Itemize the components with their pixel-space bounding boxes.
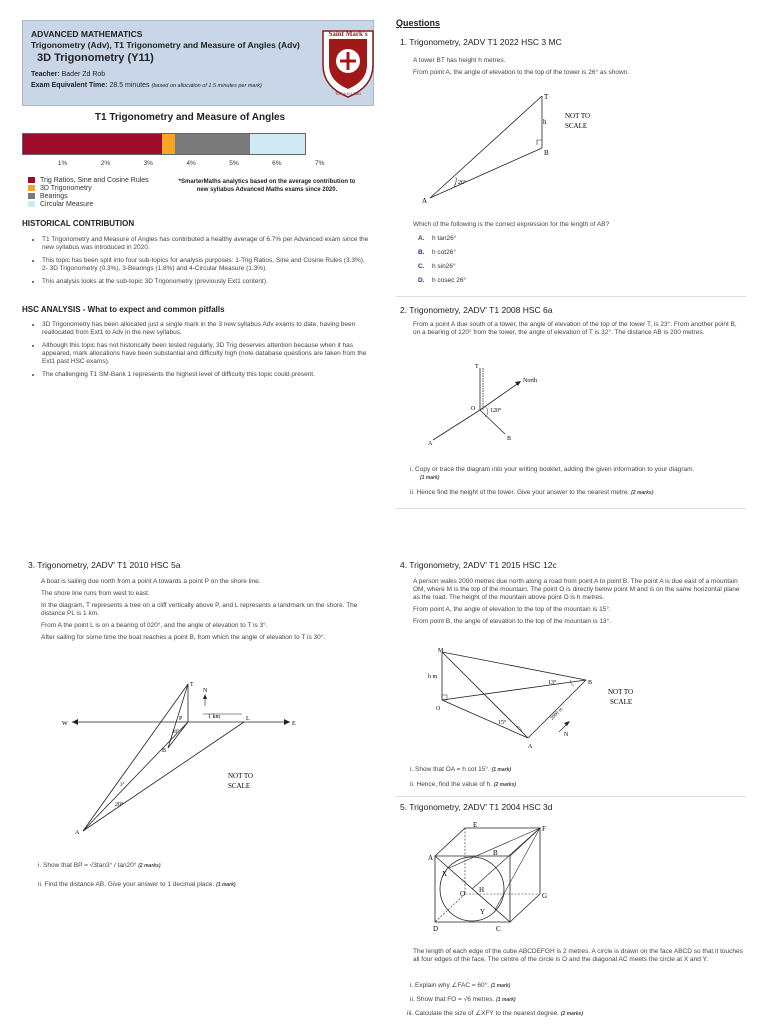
x-tick-label: 1% — [57, 160, 68, 167]
q4-label-h: h m — [428, 674, 438, 680]
q2-label-O: O — [471, 406, 476, 412]
x-tick-label: 5% — [229, 160, 239, 167]
chart-x-axis — [22, 160, 325, 170]
legend-label: 3D Trigonometry — [40, 184, 92, 192]
q4-label-B: B — [588, 680, 593, 686]
q1-question: Which of the following is the correct expression for the length of AB? — [413, 221, 610, 228]
q4-label-A: A — [528, 744, 533, 750]
legend-label: Trig Ratios, Sine and Cosine Rules — [40, 176, 149, 184]
q1-tower-diagram — [410, 88, 610, 206]
q5-label-D: D — [433, 925, 439, 933]
q3-label-km: 1 km — [208, 714, 221, 720]
legend-item — [28, 200, 149, 208]
divider — [396, 508, 746, 509]
q3-not-to: NOT TO — [228, 772, 254, 780]
q3-angle-30: 30° — [172, 730, 179, 735]
q2-text: From a point A due south of a tower, the angle of elevation of the top of the tower T, is 23°. From another point B, on a bearing of 120° from the tower, the angle of elevation of T is 32°. The distance AB is 200 metres. — [413, 321, 737, 336]
q1-scale: SCALE — [565, 122, 588, 130]
legend-label: Bearings — [40, 192, 68, 200]
page-title: 3D Trigonometry (Y11) — [37, 52, 154, 64]
analysis-item-1: • 3D Trigonometry has been allocated just a single mark in the 3 new syllabus Adv exams to date, having been reallocated from Ext1 to Adv in the new syllabus. — [42, 321, 370, 337]
q5-label-E: E — [473, 821, 478, 829]
teacher-label: Teacher: — [31, 71, 60, 78]
q4-not-to: NOT TO — [608, 688, 634, 696]
q5-label-Y: Y — [480, 908, 486, 916]
q3-label-E: E — [292, 721, 296, 727]
analysis-list — [30, 321, 370, 384]
q5-cube-diagram — [425, 818, 555, 934]
legend-item — [28, 176, 149, 184]
x-tick-label: 4% — [186, 160, 196, 167]
svg-text:Saint Mark's: Saint Mark's — [328, 30, 368, 38]
svg-text:Tu Vas le Christ: Tu Vas le Christ — [335, 91, 361, 96]
q3-label-L: L — [246, 716, 250, 722]
q2-label-T: T — [475, 364, 479, 370]
q1-label-T: T — [544, 93, 549, 101]
time-note: (based on allocation of 1.5 minutes per mark) — [151, 83, 262, 89]
q1-option-b[interactable]: B. h cot26° — [418, 249, 456, 256]
q3-title: 3. Trigonometry, 2ADV' T1 2010 HSC 5a — [28, 560, 181, 570]
legend-item — [28, 192, 149, 200]
q2-tower-diagram — [425, 360, 565, 450]
q4-label-O: O — [436, 706, 441, 712]
q2-label-A: A — [428, 441, 433, 447]
q5-label-A: A — [428, 854, 434, 862]
stacked-bar-chart — [22, 133, 306, 155]
divider — [396, 296, 746, 297]
bar-segment-2 — [162, 134, 175, 154]
divider — [396, 796, 746, 797]
q3-part-ii: ii. Find the distance AB. Give your answer to 1 decimal place. (1 mark) — [38, 881, 236, 888]
q3-angle-20: 20° — [115, 802, 124, 808]
legend-swatch — [28, 177, 35, 183]
analysis-item-2: • Although this topic has not historically been tested regularly, 3D Trig deserves attention because when it has appeared, mark allocations have been substantial and difficulty high (note database questions are taken from the Ext1 past HSC exams). — [42, 342, 370, 366]
q4-part-i: i. Show that OA = h cot 15°. (1 mark) — [410, 766, 512, 773]
time-line — [31, 82, 262, 89]
q1-not-to: NOT TO — [565, 112, 591, 120]
bar-segment-4 — [250, 134, 305, 154]
q5-label-O: O — [460, 890, 466, 898]
q1-line2: From point A, the angle of elevation to the top of the tower is 26° as shown. — [413, 69, 630, 76]
q5-label-X: X — [442, 870, 448, 878]
q3-label-W: W — [62, 721, 68, 727]
q2-part-ii: ii. Hence find the height of the tower. Give your answer to the nearest metre. (2 marks) — [410, 489, 654, 496]
q1-options — [418, 235, 466, 291]
q4-part-ii: ii. Hence, find the value of h. (2 marks) — [410, 781, 517, 788]
q1-label-B: B — [544, 149, 549, 157]
bar-segment-3 — [175, 134, 251, 154]
q3-label-N: N — [203, 688, 208, 694]
subject-label: ADVANCED MATHEMATICS — [31, 29, 143, 39]
q1-title: 1. Trigonometry, 2ADV T1 2022 HSC 3 MC — [400, 37, 562, 47]
historical-heading: HISTORICAL CONTRIBUTION — [22, 219, 135, 228]
q1-label-A: A — [422, 197, 428, 205]
q2-label-north: North — [523, 378, 537, 384]
q2-angle-label: 120° — [490, 408, 502, 414]
chart-title: T1 Trigonometry and Measure of Angles — [94, 112, 286, 123]
subtitle: Trigonometry (Adv), T1 Trigonometry and Measure of Angles (Adv) — [31, 40, 300, 50]
historical-list — [30, 236, 370, 291]
questions-heading: Questions — [396, 18, 441, 28]
q1-option-a[interactable]: A. h tan26° — [418, 235, 457, 242]
q1-label-h: h — [543, 118, 547, 126]
q5-part-i: i. Explain why ∠FAC = 60°. (1 mark) — [410, 982, 511, 989]
q2-part-i: i. Copy or trace the diagram into your writing booklet, adding the given information to your diagram. (1 mark) — [410, 466, 695, 481]
q4-angle-15: 15° — [498, 720, 507, 726]
q4-title: 4. Trigonometry, 2ADV' T1 2015 HSC 12c — [400, 560, 557, 570]
q4-scale: SCALE — [610, 698, 633, 706]
chart-legend — [28, 176, 149, 208]
q5-text: The length of each edge of the cube ABCDEFGH is 2 metres. A circle is drawn on the face ABCD so that it touches all four edges of the face. The centre of the circle is O and the diagonal AC meets the circle at X and Y. — [413, 948, 743, 963]
header-panel — [22, 20, 374, 106]
x-tick-label: 7% — [315, 160, 325, 167]
legend-swatch — [28, 193, 35, 199]
historical-item-1: • T1 Trigonometry and Measure of Angles has contributed a healthy average of 6.7% per Advanced exam since the new syllabus was introduced in 2020. — [42, 236, 370, 252]
legend-swatch — [28, 185, 35, 191]
q4-distance: 2000 m — [549, 707, 565, 722]
x-tick-label: 6% — [272, 160, 282, 167]
q5-label-H: H — [479, 886, 485, 894]
q4-label-N: N — [564, 732, 569, 738]
historical-item-3: • This analysis looks at the sub-topic 3D Trigonometry (previously Ext1 content). — [42, 278, 370, 286]
q3-label-T: T — [190, 682, 194, 688]
q5-label-C: C — [496, 925, 501, 933]
analysis-item-3: • The challenging T1 SM-Bank 1 represents the highest level of difficulty this topic could present. — [42, 371, 370, 379]
chart-note: *SmarterMaths analytics based on the average contribution to new syllabus Advanced Maths exams since 2020. — [178, 179, 356, 193]
teacher-name: Bader Zd Rob — [61, 71, 106, 78]
q5-title: 5. Trigonometry, 2ADV' T1 2004 HSC 3d — [400, 802, 553, 812]
analysis-heading: HSC ANALYSIS - What to expect and common pitfalls — [22, 305, 225, 314]
q4-angle-13: 13° — [548, 680, 557, 686]
q5-label-B: B — [493, 849, 498, 857]
q1-line1: A tower BT has height h metres. — [413, 57, 506, 64]
q2-label-B: B — [507, 436, 512, 442]
time-label: Exam Equivalent Time: — [31, 82, 108, 89]
q1-option-c[interactable]: C. h sin26° — [418, 263, 456, 270]
time-value: 28.5 minutes — [109, 82, 150, 89]
x-tick-label: 3% — [143, 160, 153, 167]
q5-part-iii: iii. Calculate the size of ∠XFY to the nearest degree. (2 marks) — [407, 1010, 584, 1017]
legend-label: Circular Measure — [40, 200, 94, 208]
q5-part-ii: ii. Show that FO = √6 metres. (1 mark) — [410, 996, 516, 1003]
q5-label-G: G — [542, 892, 548, 900]
q3-part-i: i. Show that BP = √3tan3° / tan20° (2 marks) — [38, 862, 161, 869]
q3-label-A: A — [75, 830, 80, 836]
legend-swatch — [28, 201, 35, 207]
teacher-line — [31, 71, 105, 78]
bar-segment-1 — [23, 134, 162, 154]
q2-title: 2. Trigonometry, 2ADV' T1 2008 HSC 6a — [400, 305, 553, 315]
historical-item-2: • This topic has been split into four sub-topics for analysis purposes: 1-Trig Ratios, Sine and Cosine Rules (3.3%), 2- 3D Trigonometry (0.3%), 3-Bearings (1.8%) and 4-Circular Measure (1.3%). — [42, 257, 370, 273]
q3-text: A boat is sailing due north from a point A towards a point P on the shore line. The shore line runs from west to east. In the diagram, T represents a tree on a cliff vertically above P, and L represents a landmark on the shore. The distance PL is 1 km. From A the point L is on a bearing of 020°, and the angle of elevation to T is 3°. After sailing for some time the boat reaches a point B, from which the angle of elevation to T is 30°. — [41, 578, 358, 641]
q3-angle-3: 3° — [120, 783, 125, 788]
q3-label-B: B — [162, 748, 167, 754]
legend-item — [28, 184, 149, 192]
school-crest-logo — [319, 25, 377, 99]
q3-label-P: P — [179, 716, 183, 722]
q3-shore-diagram — [58, 676, 308, 838]
x-tick-label: 2% — [100, 160, 111, 167]
q5-label-F: F — [542, 825, 546, 833]
q4-mountain-diagram — [424, 646, 654, 750]
q4-text: A person walks 2000 metres due north along a road from point A to point B. The point A is due east of a mountain OM, where M is the top of the mountain. The point O is directly below point M and is on the same horizontal plane as the road. The height of the mountain above point O is h metres. From point A, the angle of elevation to the top of the mountain is 15°. From point B, the angle of elevation to the top of the mountain is 13°. — [413, 578, 740, 625]
q1-option-d[interactable]: D. h cosec 26° — [418, 277, 467, 284]
q1-angle-label: 26° — [458, 180, 467, 186]
q3-scale: SCALE — [228, 782, 251, 790]
q4-label-M: M — [438, 648, 444, 654]
